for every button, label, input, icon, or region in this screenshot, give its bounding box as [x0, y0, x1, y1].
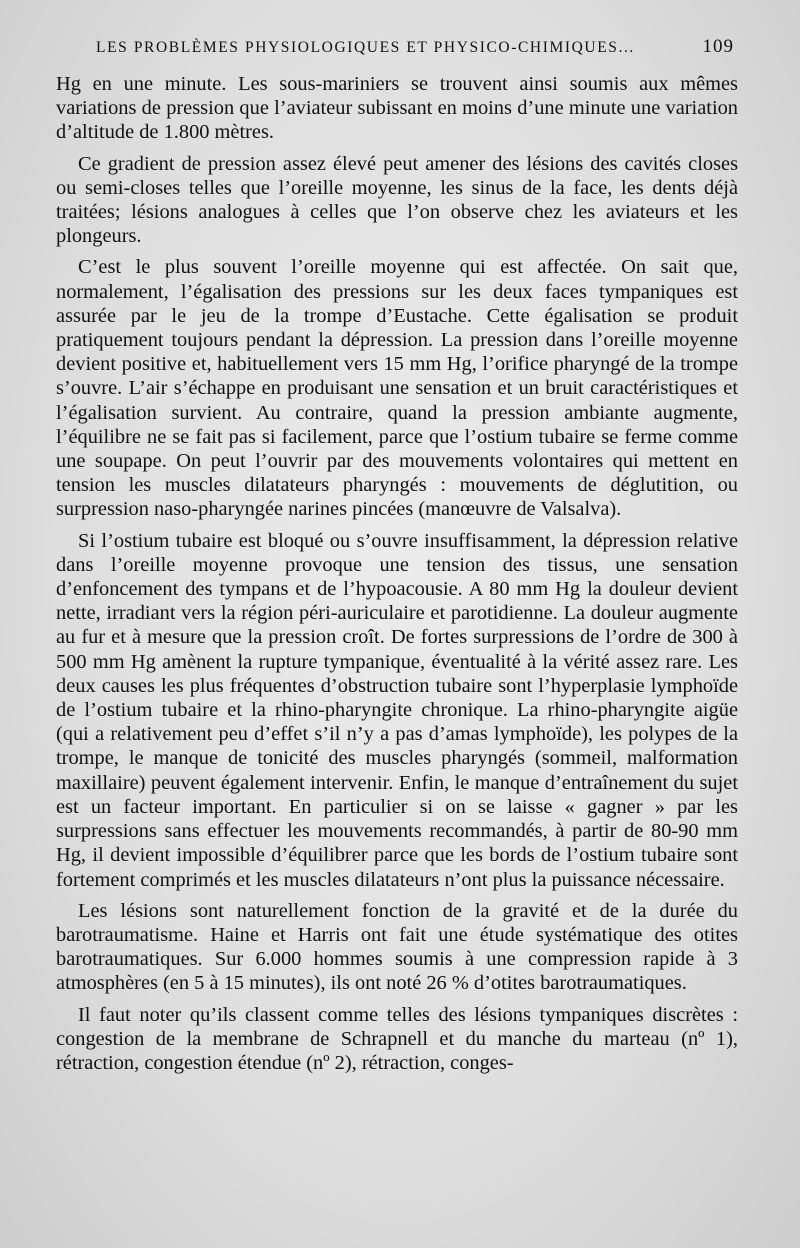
paragraph-lesions-study: Les lésions sont naturellement fonction de la gravité et de la durée du barotraumatisme. Haine et Harris ont fait une étude systématique des otites barotraumatiques. Sur 6.000 hommes soumis à une compression rapide à 3 atmosphères (en 5 à 15 minutes), ils ont noté 26 % d’otites barotraumatiques.	[56, 899, 738, 995]
page-number: 109	[702, 36, 734, 57]
paragraph-classification: Il faut noter qu’ils classent comme telles des lésions tympaniques discrètes : congestion de la membrane de Schrapnell et du manche du marteau (nº 1), rétraction, congestion étendue (nº 2), rétraction, conges-	[56, 1003, 738, 1074]
running-title: LES PROBLÈMES PHYSIOLOGIQUES ET PHYSICO-CHIMIQUES...	[96, 39, 635, 56]
paragraph-pressure-gradient: Ce gradient de pression assez élevé peut amener des lésions des cavités closes ou semi-closes telles que l’oreille moyenne, les sinus de la face, les dents déjà traitées; lésions analogues à celles que l’on observe chez les aviateurs et les plongeurs.	[56, 152, 738, 248]
paragraph-continuation: Hg en une minute. Les sous-mariniers se trouvent ainsi soumis aux mêmes variations de pression que l’aviateur subissant en moins d’une minute une variation d’altitude de 1.800 mètres.	[56, 73, 738, 144]
paragraph-middle-ear: C’est le plus souvent l’oreille moyenne qui est affectée. On sait que, normalement, l’égalisation des pressions sur les deux faces tympaniques est assurée par le jeu de la trompe d’Eustache. Cette égalisation se produit pratiquement toujours pendant la dépression. La pression dans l’oreille moyenne devient positive et, habituellement vers 15 mm Hg, l’orifice pharyngé de la trompe s’ouvre. L’air s’échappe en produisant une sensation et un bruit caractéristiques et l’égalisation survient. Au contraire, quand la pression ambiante augmente, l’équilibre ne se fait pas si facilement, parce que l’ostium tubaire se ferme comme une soupape. On peut l’ouvrir par des mouvements volontaires qui mettent en tension les muscles dilatateurs pharyngés : mouvements de déglutition, ou surpression naso-pharyngée narines pincées (manœuvre de Valsalva).	[56, 256, 738, 521]
running-header	[96, 36, 734, 58]
body-text	[56, 72, 738, 1075]
paragraph-tubal-obstruction: Si l’ostium tubaire est bloqué ou s’ouvre insuffisamment, la dépression relative dans l’oreille moyenne provoque une tension des tissus, une sensation d’enfoncement des tympans et de l’hypoacousie. A 80 mm Hg la douleur devient nette, irradiant vers la région péri-auriculaire et parotidienne. La douleur augmente au fur et à mesure que la pression croît. De fortes surpressions de l’ordre de 300 à 500 mm Hg amènent la rupture tympanique, éventualité à la vérité assez rare. Les deux causes les plus fréquentes d’obstruction tubaire sont l’hyperplasie lymphoïde de l’ostium tubaire et la rhino-pharyngite chronique. La rhino-pharyngite aigüe (qui a relativement peu d’effet s’il n’y a pas d’amas lymphoïde), les polypes de la trompe, le manque de tonicité des muscles pharyngés (sommeil, malformation maxillaire) peuvent également intervenir. Enfin, le manque d’entraînement du sujet est un facteur important. En particulier si on se laisse « gagner » par les surpressions sans effectuer les mouvements recommandés, à partir de 80-90 mm Hg, il devient impossible d’équilibrer parce que les bords de l’ostium tubaire sont fortement comprimés et les muscles dilatateurs n’ont plus la puissance nécessaire.	[56, 529, 738, 891]
